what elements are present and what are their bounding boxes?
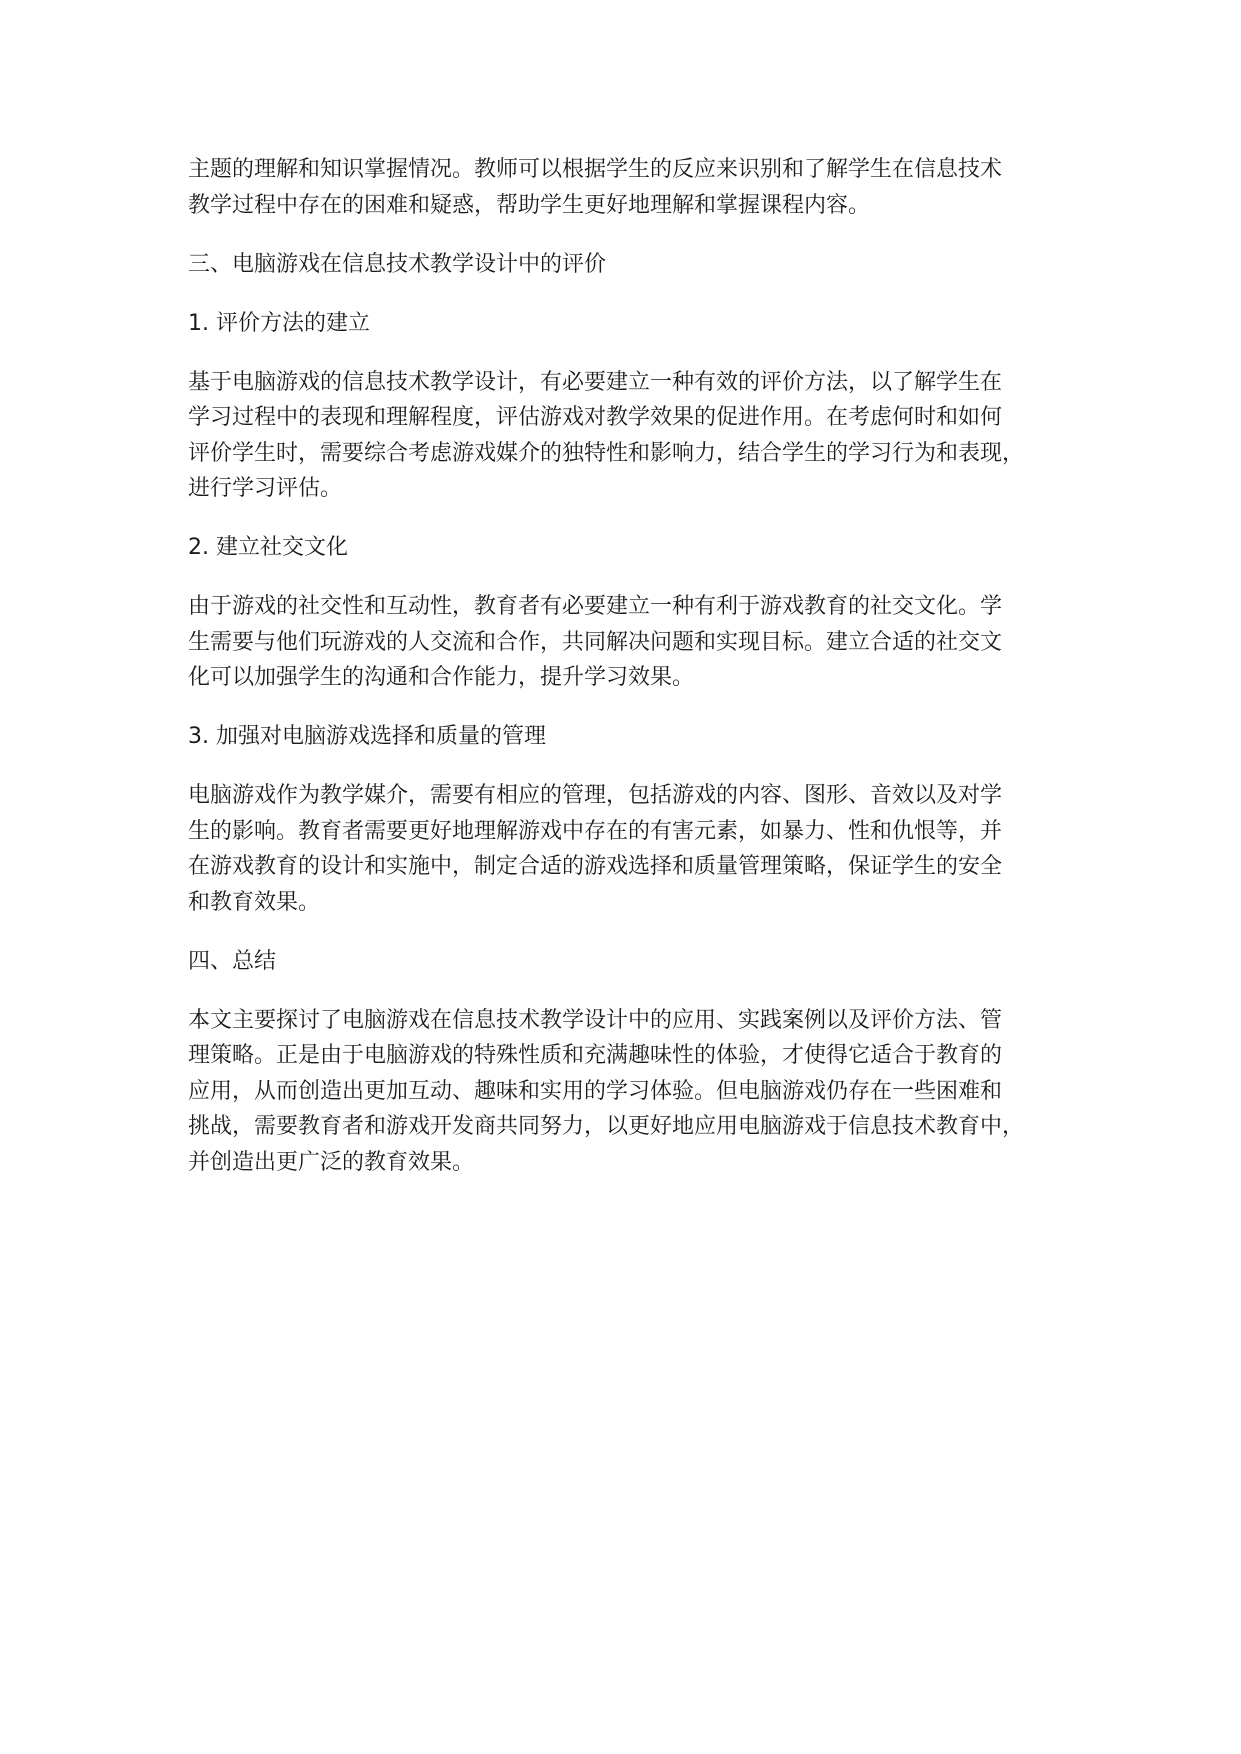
text-line: 化可以加强学生的沟通和合作能力，提升学习效果。 (188, 665, 695, 690)
text-line: 生需要与他们玩游戏的人交流和合作，共同解决问题和实现目标。建立合适的社交文 (188, 629, 1003, 655)
text-line: 评价学生时，需要综合考虑游戏媒介的独特性和影响力，结合学生的学习行为和表现， (188, 440, 1025, 466)
text-line: 并创造出更广泛的教育效果。 (188, 1149, 475, 1175)
text-line: 电脑游戏作为教学媒介，需要有相应的管理，包括游戏的内容、图形、音效以及对学 (188, 783, 1003, 808)
text-line: 和教育效果。 (188, 889, 321, 915)
text-line: 应用，从而创造出更加互动、趣味和实用的学习体验。但电脑游戏仍存在一些困难和 (188, 1078, 1003, 1104)
text-line: 基于电脑游戏的信息技术教学设计，有必要建立一种有效的评价方法，以了解学生在 (188, 369, 1003, 395)
paragraph-evaluation-method (188, 365, 1083, 507)
heading-text: 1. 评价方法的建立 (188, 310, 370, 336)
paragraph-game-management (188, 778, 1083, 920)
text-line: 理策略。正是由于电脑游戏的特殊性质和充满趣味性的体验，才使得它适合于教育的 (188, 1043, 1003, 1068)
heading-text: 四、总结 (188, 948, 277, 974)
subheading-game-management (188, 719, 1083, 755)
heading-text: 3. 加强对电脑游戏选择和质量的管理 (188, 724, 546, 749)
paragraph-intro-continuation (188, 152, 1083, 223)
text-line: 本文主要探讨了电脑游戏在信息技术教学设计中的应用、实践案例以及评价方法、管 (188, 1007, 1003, 1033)
text-line: 学习过程中的表现和理解程度，评估游戏对教学效果的促进作用。在考虑何时和如何 (188, 405, 1003, 430)
text-line: 教学过程中存在的困难和疑惑，帮助学生更好地理解和掌握课程内容。 (188, 192, 871, 218)
text-line: 主题的理解和知识掌握情况。教师可以根据学生的反应来识别和了解学生在信息技术 (188, 157, 1003, 182)
heading-text: 三、电脑游戏在信息技术教学设计中的评价 (188, 251, 607, 277)
subheading-evaluation-method (188, 306, 1083, 342)
section-heading-summary (188, 944, 1083, 980)
document-body (188, 152, 1083, 1180)
text-line: 在游戏教育的设计和实施中，制定合适的游戏选择和质量管理策略，保证学生的安全 (188, 854, 1003, 879)
subheading-social-culture (188, 530, 1083, 566)
text-line: 进行学习评估。 (188, 476, 343, 501)
section-heading-evaluation (188, 247, 1083, 283)
text-line: 挑战，需要教育者和游戏开发商共同努力，以更好地应用电脑游戏于信息技术教育中， (188, 1114, 1025, 1139)
text-line: 由于游戏的社交性和互动性，教育者有必要建立一种有利于游戏教育的社交文化。学 (188, 594, 1003, 619)
paragraph-summary (188, 1003, 1083, 1181)
heading-text: 2. 建立社交文化 (188, 535, 348, 560)
text-line: 生的影响。教育者需要更好地理解游戏中存在的有害元素，如暴力、性和仇恨等，并 (188, 818, 1003, 844)
paragraph-social-culture (188, 589, 1083, 696)
